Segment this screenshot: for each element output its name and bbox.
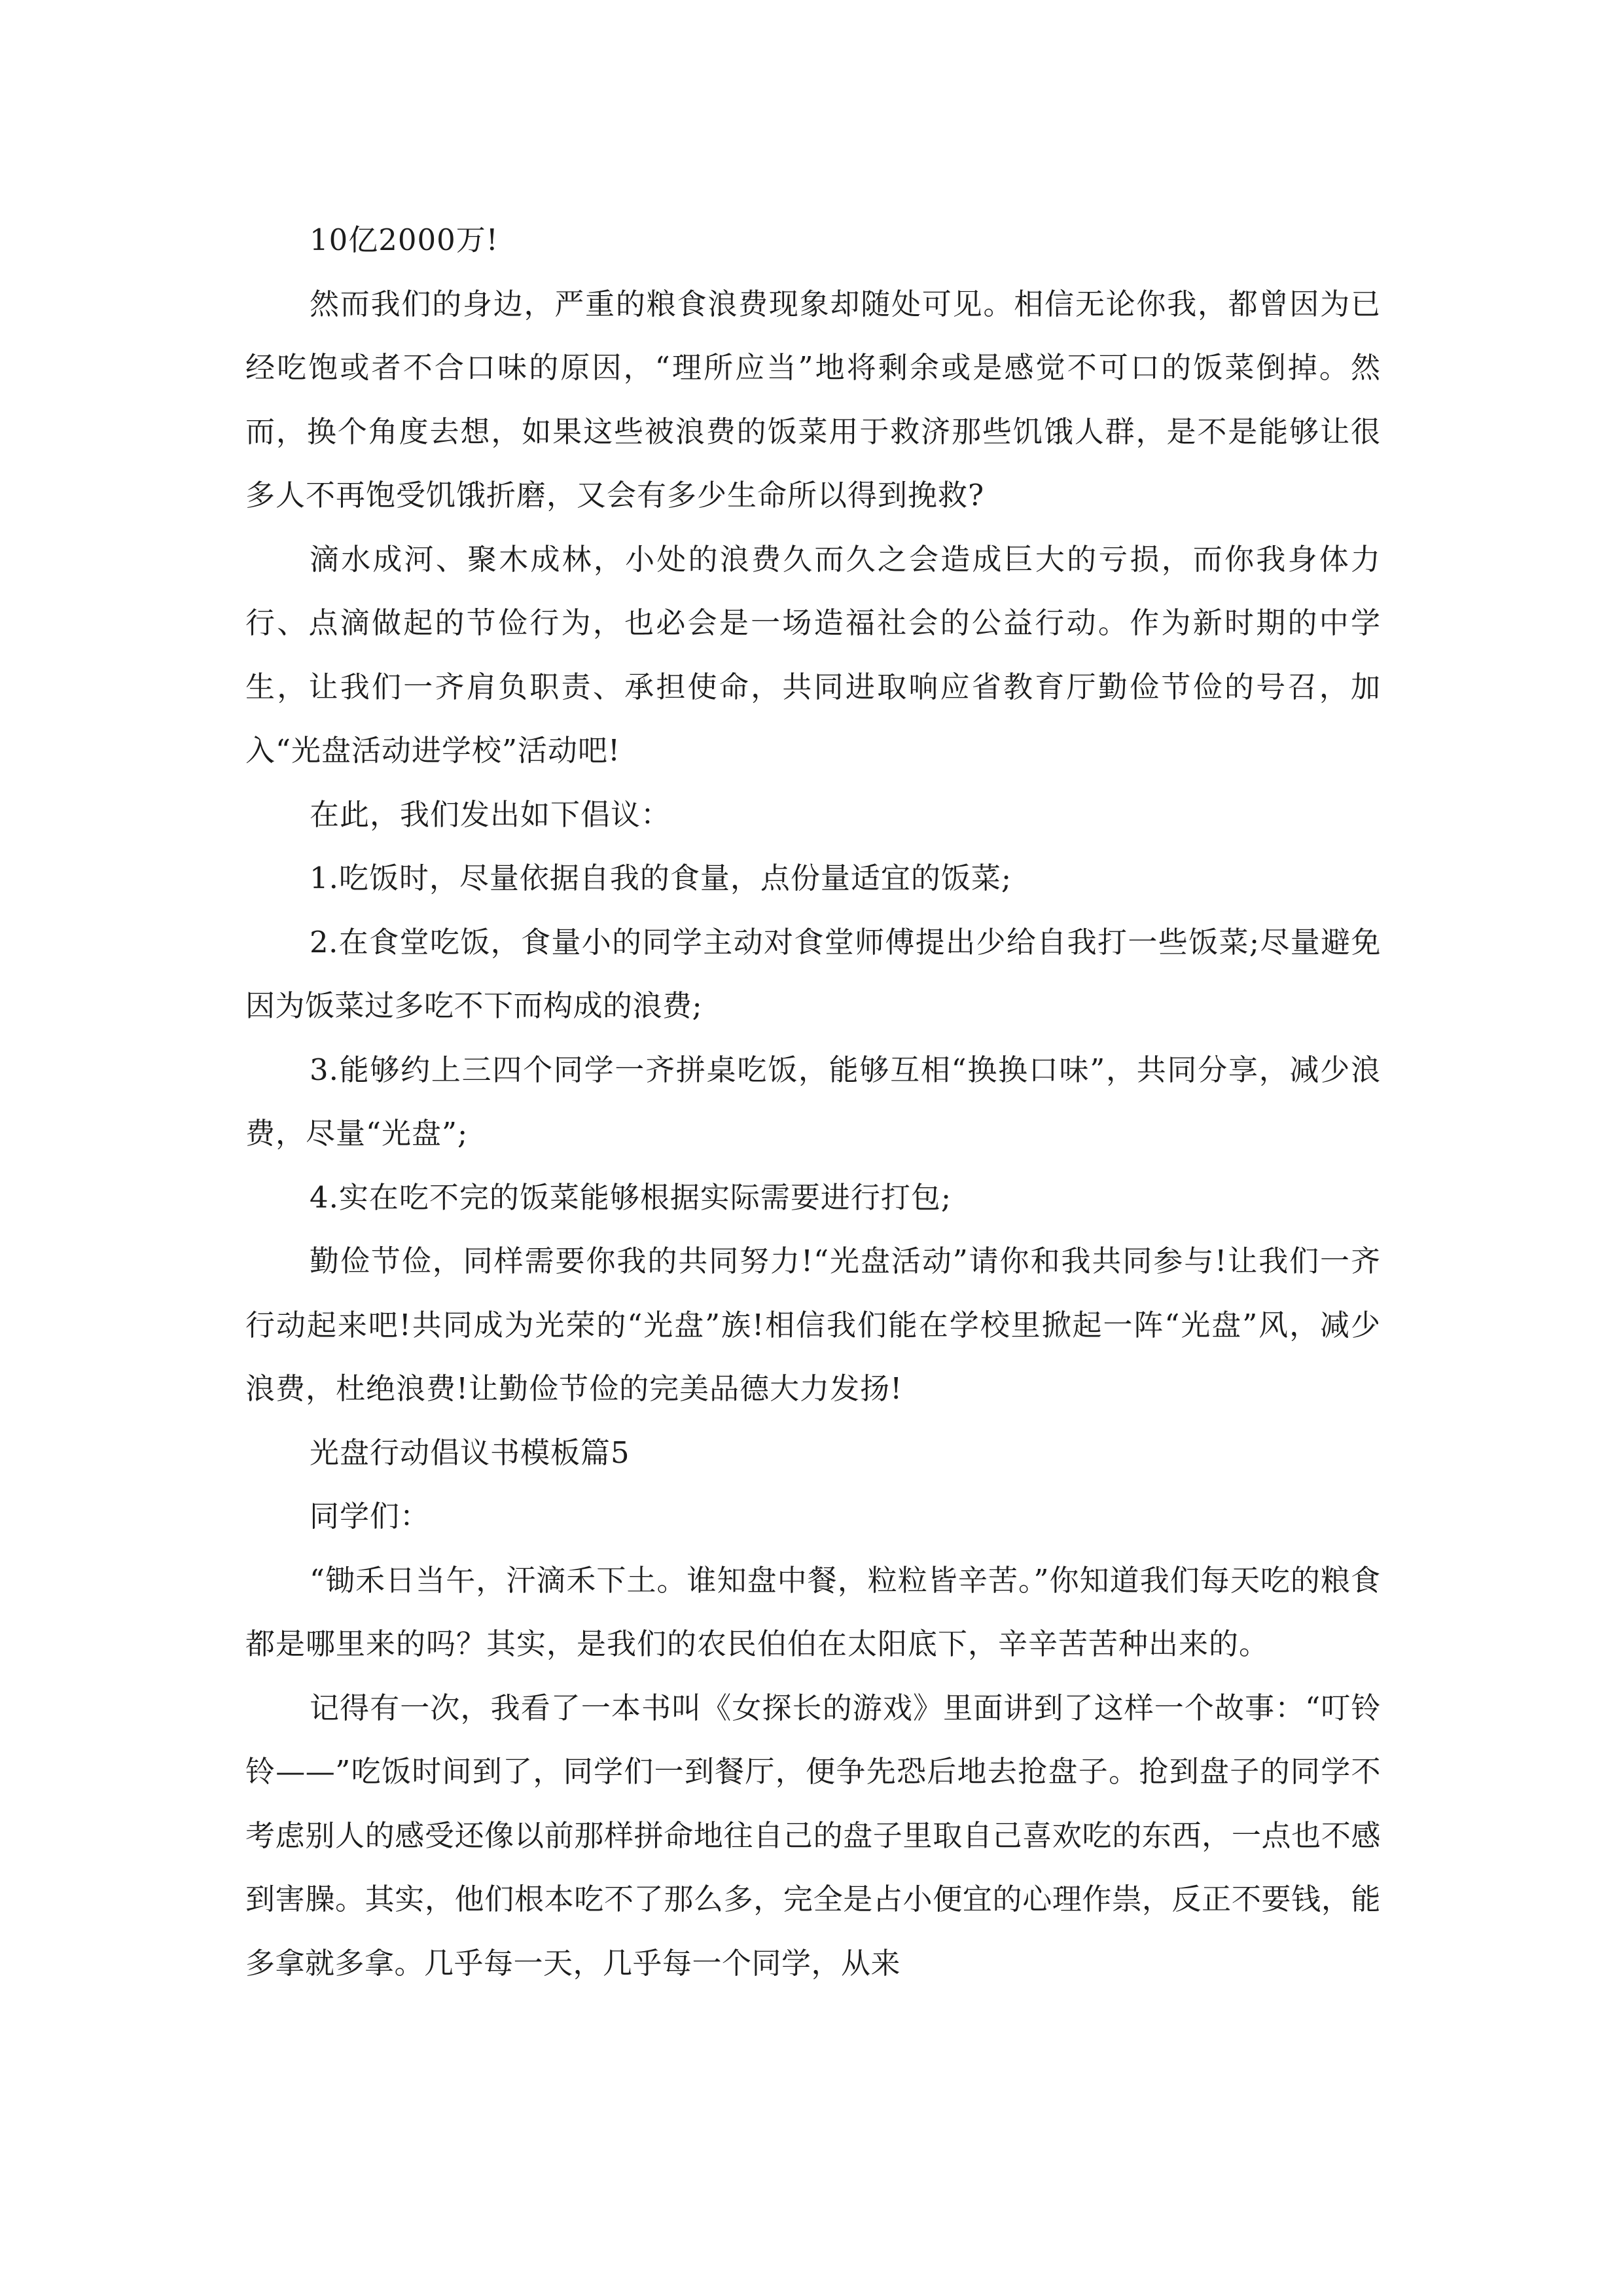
section-heading: 光盘行动倡议书模板篇5 <box>310 1435 630 1470</box>
paragraph-call-to-action: 勤俭节俭，同样需要你我的共同努力!“光盘活动”请你和我共同参与!让我们一齐行动起来吧!共同成为光荣的“光盘”族!相信我们能在学校里掀起一阵“光盘”风，减少浪费，杜绝浪费!让勤俭节俭的完美品德大力发扬! <box>245 1244 1381 1406</box>
proposal-item-3: 3.能够约上三四个同学一齐拼桌吃饭，能够互相“换换口味”，共同分享，减少浪费，尽量“光盘”; <box>245 1052 1381 1151</box>
paragraph-story: 记得有一次，我看了一本书叫《女探长的游戏》里面讲到了这样一个故事：“叮铃铃——”吃饭时间到了，同学们一到餐厅，便争先恐后地去抢盘子。抢到盘子的同学不考虑别人的感受还像以前那样拼命地往自己的盘子里取自己喜欢吃的东西，一点也不感到害臊。其实，他们根本吃不了那么多，完全是占小便宜的心理作祟，反正不要钱，能多拿就多拿。几乎每一天，几乎每一个同学，从来 <box>245 1690 1381 1981</box>
proposal-item-1: 1.吃饭时，尽量依据自我的食量，点份量适宜的饭菜; <box>310 861 1012 895</box>
paragraph-amount: 10亿2000万! <box>310 223 499 257</box>
salutation: 同学们： <box>310 1499 431 1534</box>
proposal-item-4: 4.实在吃不完的饭菜能够根据实际需要进行打包; <box>310 1179 952 1215</box>
proposal-item-2: 2.在食堂吃饭，食量小的同学主动对食堂师傅提出少给自我打一些饭菜;尽量避免因为饭菜过多吃不下而构成的浪费; <box>245 924 1381 1023</box>
paragraph-poem: “锄禾日当午，汗滴禾下土。谁知盘中餐，粒粒皆辛苦。”你知道我们每天吃的粮食都是哪里来的吗？其实，是我们的农民伯伯在太阳底下，辛辛苦苦种出来的。 <box>245 1562 1381 1661</box>
document-body <box>245 208 1381 1995</box>
paragraph-food-waste: 然而我们的身边，严重的粮食浪费现象却随处可见。相信无论你我，都曾因为已经吃饱或者不合口味的原因，“理所应当”地将剩余或是感觉不可口的饭菜倒掉。然而，换个角度去想，如果这些被浪费的饭菜用于救济那些饥饿人群，是不是能够让很多人不再饱受饥饿折磨，又会有多少生命所以得到挽救? <box>245 286 1381 512</box>
paragraph-proposal-intro: 在此，我们发出如下倡议： <box>310 797 671 832</box>
paragraph-saving-action: 滴水成河、聚木成林，小处的浪费久而久之会造成巨大的亏损，而你我身体力行、点滴做起的节俭行为，也必会是一场造福社会的公益行动。作为新时期的中学生，让我们一齐肩负职责、承担使命，共同进取响应省教育厅勤俭节俭的号召，加入“光盘活动进学校”活动吧! <box>245 541 1381 768</box>
